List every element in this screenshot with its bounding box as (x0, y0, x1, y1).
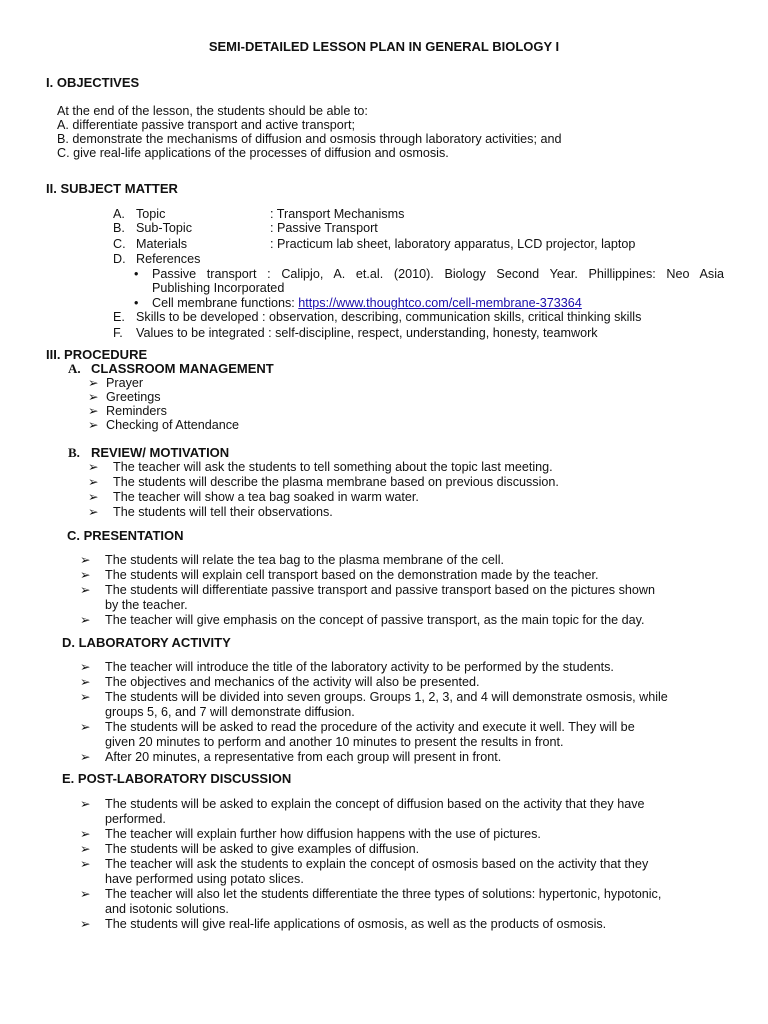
skills-letter: E. (113, 310, 125, 324)
list-item: Checking of Attendance (106, 418, 240, 432)
list-item: The teacher will ask the students to explain the concept of osmosis based on the activity that they (105, 857, 649, 871)
subtopic-letter: B. (113, 221, 125, 235)
list-item: The teacher will introduce the title of the laboratory activity to be performed by the students. (105, 660, 614, 674)
list-item: The students will relate the tea bag to the plasma membrane of the cell. (105, 553, 505, 567)
list-item: The teacher will show a tea bag soaked in warm water. (113, 490, 419, 504)
reference-cell-membrane (152, 296, 582, 310)
list-item-cont: groups 5, 6, and 7 will demonstrate diffusion. (105, 705, 355, 719)
list-item: The teacher will give emphasis on the concept of passive transport, as the main topic for the day. (105, 613, 645, 627)
classroom-management-heading: CLASSROOM MANAGEMENT (91, 361, 274, 376)
review-motivation-heading: REVIEW/ MOTIVATION (91, 445, 230, 460)
references-letter: D. (113, 252, 126, 266)
arrow-bullet-icon: ➢ (80, 553, 91, 567)
arrow-bullet-icon: ➢ (80, 842, 91, 856)
subtopic-label: Sub-Topic (136, 221, 193, 235)
arrow-bullet-icon: ➢ (88, 418, 99, 432)
list-item: The teacher will also let the students differentiate the three types of solutions: hypertonic, hypotonic, (105, 887, 662, 901)
list-item: The students will describe the plasma membrane based on previous discussion. (113, 475, 559, 489)
arrow-bullet-icon: ➢ (88, 390, 99, 404)
review-motivation-letter: B. (68, 445, 80, 460)
subject-matter-heading: II. SUBJECT MATTER (46, 181, 178, 196)
arrow-bullet-icon: ➢ (88, 490, 99, 504)
values-text: Values to be integrated : self-discipline, respect, understanding, honesty, teamwork (136, 326, 598, 340)
list-item: The students will explain cell transport based on the demonstration made by the teacher. (105, 568, 599, 582)
reference-passive-transport-cont: Publishing Incorporated (152, 281, 285, 295)
reference-passive-transport: Passive transport : Calipjo, A. et.al. (2010). Biology Second Year. Phillippines: Neo Asia (152, 267, 724, 281)
page-title: SEMI-DETAILED LESSON PLAN IN GENERAL BIOLOGY I (208, 39, 560, 54)
references-label: References (136, 252, 201, 266)
bullet-dot-icon: • (134, 296, 139, 310)
arrow-bullet-icon: ➢ (80, 887, 91, 901)
list-item: The students will differentiate passive transport and passive transport based on the pictures shown (105, 583, 656, 597)
arrow-bullet-icon: ➢ (88, 475, 99, 489)
materials-label: Materials (136, 237, 188, 251)
materials-letter: C. (113, 237, 126, 251)
list-item: The students will be asked to give examples of diffusion. (105, 842, 420, 856)
arrow-bullet-icon: ➢ (80, 720, 91, 734)
list-item-cont: have performed using potato slices. (105, 872, 304, 886)
list-item: After 20 minutes, a representative from each group will present in front. (105, 750, 502, 764)
classroom-management-letter: A. (68, 361, 81, 376)
arrow-bullet-icon: ➢ (80, 797, 91, 811)
list-item-cont: by the teacher. (105, 598, 188, 612)
arrow-bullet-icon: ➢ (88, 505, 99, 519)
arrow-bullet-icon: ➢ (80, 675, 91, 689)
reference-cell-membrane-label: Cell membrane functions: (152, 296, 299, 310)
list-item: Prayer (106, 376, 144, 390)
list-item: The students will tell their observations. (113, 505, 333, 519)
post-lab-discussion-heading: E. POST-LABORATORY DISCUSSION (62, 771, 292, 786)
bullet-dot-icon: • (134, 267, 139, 281)
list-item-cont: and isotonic solutions. (105, 902, 229, 916)
arrow-bullet-icon: ➢ (88, 376, 99, 390)
topic-letter: A. (113, 207, 125, 221)
laboratory-activity-heading: D. LABORATORY ACTIVITY (62, 635, 231, 650)
arrow-bullet-icon: ➢ (80, 750, 91, 764)
objectives-intro: At the end of the lesson, the students should be able to: (57, 104, 368, 118)
topic-label: Topic (136, 207, 166, 221)
skills-text: Skills to be developed : observation, describing, communication skills, critical thinking skills (136, 310, 642, 324)
list-item: Greetings (106, 390, 161, 404)
arrow-bullet-icon: ➢ (88, 404, 99, 418)
subtopic-value: : Passive Transport (270, 221, 378, 235)
list-item: The students will give real-life applications of osmosis, as well as the products of osmosis. (105, 917, 607, 931)
list-item-cont: performed. (105, 812, 166, 826)
values-letter: F. (113, 326, 123, 340)
arrow-bullet-icon: ➢ (88, 460, 99, 474)
list-item: Reminders (106, 404, 167, 418)
arrow-bullet-icon: ➢ (80, 660, 91, 674)
arrow-bullet-icon: ➢ (80, 568, 91, 582)
list-item-cont: given 20 minutes to perform and another 10 minutes to present the results in front. (105, 735, 564, 749)
list-item: The students will be divided into seven groups. Groups 1, 2, 3, and 4 will demonstrate osmosis, while (105, 690, 668, 704)
presentation-heading: C. PRESENTATION (67, 528, 184, 543)
arrow-bullet-icon: ➢ (80, 857, 91, 871)
list-item: The objectives and mechanics of the activity will also be presented. (105, 675, 480, 689)
topic-value: : Transport Mechanisms (270, 207, 405, 221)
arrow-bullet-icon: ➢ (80, 583, 91, 597)
arrow-bullet-icon: ➢ (80, 613, 91, 627)
arrow-bullet-icon: ➢ (80, 917, 91, 931)
arrow-bullet-icon: ➢ (80, 827, 91, 841)
list-item: The teacher will ask the students to tell something about the topic last meeting. (113, 460, 553, 474)
list-item: The students will be asked to explain the concept of diffusion based on the activity that they have (105, 797, 645, 811)
reference-link[interactable]: https://www.thoughtco.com/cell-membrane-373364 (298, 296, 582, 310)
procedure-heading: III. PROCEDURE (46, 347, 148, 362)
objective-item: A. differentiate passive transport and active transport; (57, 118, 355, 132)
list-item: The students will be asked to read the procedure of the activity and execute it well. They will be (105, 720, 635, 734)
list-item: The teacher will explain further how diffusion happens with the use of pictures. (105, 827, 541, 841)
objectives-heading: I. OBJECTIVES (46, 75, 140, 90)
materials-value: : Practicum lab sheet, laboratory apparatus, LCD projector, laptop (270, 237, 636, 251)
objective-item: B. demonstrate the mechanisms of diffusion and osmosis through laboratory activities; and (57, 132, 562, 146)
objective-item: C. give real-life applications of the processes of diffusion and osmosis. (57, 146, 449, 160)
arrow-bullet-icon: ➢ (80, 690, 91, 704)
